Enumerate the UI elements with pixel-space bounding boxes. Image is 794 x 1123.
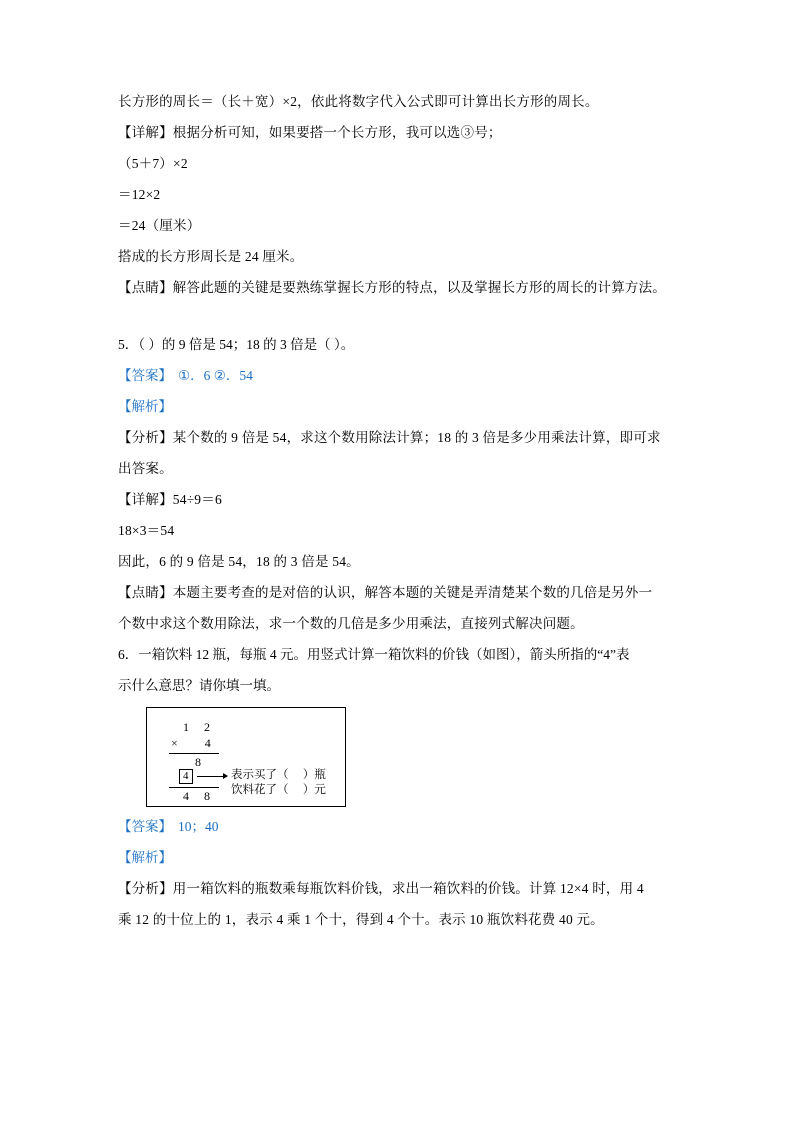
paragraph-line: 【分析】某个数的 9 倍是 54，求这个数用除法计算；18 的 3 倍是多少用乘法计算，即可求	[118, 430, 661, 445]
figure-note	[231, 768, 326, 798]
answer-value: 10；40	[178, 819, 219, 834]
paragraph-line: 【点睛】本题主要考查的是对倍的认识，解答本题的关键是弄清楚某个数的几倍是另外一	[118, 585, 653, 600]
question-5-number: 5．	[118, 337, 139, 352]
question-6-analysis-label	[118, 842, 676, 873]
question-6-text-line-2: 示什么意思？请你填一填。	[118, 678, 280, 693]
question-5-text: （ ）的 9 倍是 54；18 的 3 倍是（ ）。	[138, 337, 355, 352]
question-5-analysis-label	[118, 391, 676, 422]
partial-product-ones: 8	[195, 755, 204, 769]
multiplier-row: × 4	[171, 736, 214, 750]
highlighted-digit-box: 4	[179, 769, 193, 784]
paragraph-line: 个数中求这个数用除法，求一个数的几倍是多少用乘法，直接列式解决问题。	[118, 616, 584, 631]
question-6-number: 6．	[118, 647, 139, 662]
answer-label: 【答案】	[118, 819, 172, 834]
paragraph-line: 因此，6 的 9 倍是 54，18 的 3 倍是 54。	[118, 554, 360, 569]
paragraph-line: 18×3＝54	[118, 523, 175, 538]
answer-label: 【答案】	[118, 368, 172, 383]
figure-note-line-2: 饮料花了（ ）元	[231, 784, 326, 796]
analysis-label: 【解析】	[118, 850, 172, 865]
figure-note-line-1: 表示买了（ ）瓶	[231, 769, 326, 781]
arrow-icon	[197, 776, 227, 777]
divider-line-upper	[169, 753, 219, 754]
paragraph-line: 【详解】根据分析可知，如果要搭一个长方形，我可以选③号；	[118, 125, 502, 140]
divider-line-lower	[169, 787, 219, 788]
multiplicand-row: 1 2	[183, 720, 213, 734]
answer-value: ①．6 ②．54	[178, 368, 253, 383]
question-5-answer	[118, 360, 676, 391]
paragraph-line: ＝12×2	[118, 187, 161, 202]
question-6-stem	[118, 639, 676, 670]
analysis-label: 【解析】	[118, 399, 172, 414]
vertical-calculation-figure	[146, 707, 346, 807]
paragraph-line: 【点睛】解答此题的关键是要熟练掌握长方形的特点，以及掌握长方形的周长的计算方法。	[118, 280, 666, 295]
paragraph-line: ＝24（厘米）	[118, 218, 201, 233]
question-5-stem	[118, 329, 676, 360]
paragraph-line: 搭成的长方形周长是 24 厘米。	[118, 249, 304, 264]
paragraph-line: 【详解】54÷9＝6	[118, 492, 222, 507]
product-row: 4 8	[183, 789, 213, 803]
spacer	[118, 303, 676, 329]
question-6-text-line-1: 一箱饮料 12 瓶，每瓶 4 元。用竖式计算一箱饮料的价钱（如图），箭头所指的“4”表	[138, 647, 630, 662]
paragraph-line: （5＋7）×2	[118, 156, 188, 171]
paragraph-line: 长方形的周长＝（长＋宽）×2，依此将数字代入公式即可计算出长方形的周长。	[118, 94, 599, 109]
paragraph-line: 出答案。	[118, 461, 173, 476]
paragraph-line: 乘 12 的十位上的 1，表示 4 乘 1 个十，得到 4 个十。表示 10 瓶饮料花费 40 元。	[118, 912, 604, 927]
paragraph-line: 【分析】用一箱饮料的瓶数乘每瓶饮料价钱，求出一箱饮料的价钱。计算 12×4 时，用 4	[118, 881, 644, 896]
question-6-answer	[118, 811, 676, 842]
calculation-layout	[161, 720, 336, 803]
figure-wrapper	[118, 707, 676, 807]
